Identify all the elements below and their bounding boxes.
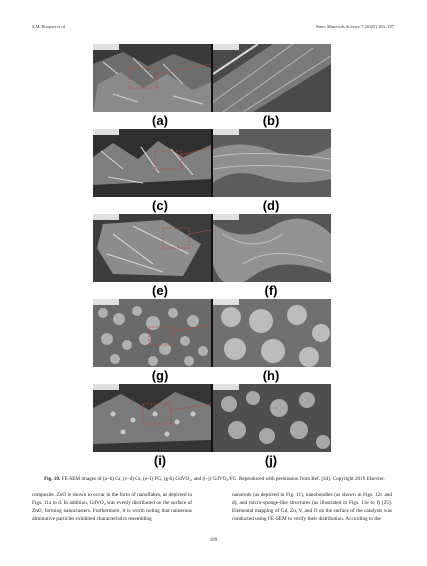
sem-image-f [213, 214, 331, 282]
figure-caption-label: Fig. 10. [44, 476, 61, 482]
panel-label-h: (h) [262, 368, 280, 383]
image-pair-ij [93, 384, 331, 452]
panel-label-j: (j) [264, 453, 278, 468]
sem-image-c [93, 129, 211, 197]
sem-image-g [93, 299, 211, 367]
panel-label-e: (e) [152, 283, 168, 298]
sem-figure [93, 44, 331, 469]
panel-label-i: (i) [153, 453, 167, 468]
image-pair-ab [93, 44, 331, 112]
panel-label-g: (g) [151, 368, 169, 383]
figure-row-5 [93, 384, 331, 469]
figure-caption-text: FE-SEM images of (a–b) Gr, (c–d) Gr, (e–f) FG, (g-h) GdVO₄, and (i–j) GdVO₄/FG. Reproduced with permission from Ref. [44]. Copyright 2019 Elsevier. [61, 476, 385, 482]
figure-row-3 [93, 214, 331, 299]
journal-volume: 7 (2025) 183–197 [361, 24, 394, 29]
figure-row-4 [93, 299, 331, 384]
running-header-journal [316, 24, 394, 29]
sem-image-i [93, 384, 211, 452]
panel-label-b: (b) [262, 113, 280, 128]
figure-row-1 [93, 44, 331, 129]
image-pair-cd [93, 129, 331, 197]
sem-image-j [213, 384, 331, 452]
sem-image-b [213, 44, 331, 112]
page-number: 189 [209, 538, 218, 543]
body-text-right-column: nanorods (as depicted in Fig. 11), nanobundles (as shown in Figs. 12c and d), and micro-sponge-like structures (as illustrated in Figs. 11e to f) [25]. Elemental mapping of Gd, Zn, V, and O on the surface of the catalysts was conducted using FE-SEM to verify their distribution. According to the [232, 492, 392, 522]
panel-label-a: (a) [152, 113, 168, 128]
sem-image-d [213, 129, 331, 197]
image-pair-ef [93, 214, 331, 282]
figure-row-2 [93, 129, 331, 214]
sem-image-h [213, 299, 331, 367]
panel-label-f: (f) [264, 283, 278, 298]
sem-image-e [93, 214, 211, 282]
journal-name: Nano Materials Science [315, 24, 360, 29]
panel-label-c: (c) [152, 198, 168, 213]
sem-image-a [93, 44, 211, 112]
figure-caption [44, 476, 389, 483]
running-header-authors: S.M. Roopan et al. [32, 24, 67, 29]
image-pair-gh [93, 299, 331, 367]
body-text-left-column: composite. ZnO is shown to occur in the form of nanoflakes, as depicted in Figs. 11a to d. In addition, GdVO₄ was evenly distributed on the surface of ZnO, forming nanoclusters. Furthermore, it is worth noting that numerous diminutive particles exhibited characteristics resembling [32, 492, 192, 522]
panel-label-d: (d) [262, 198, 280, 213]
